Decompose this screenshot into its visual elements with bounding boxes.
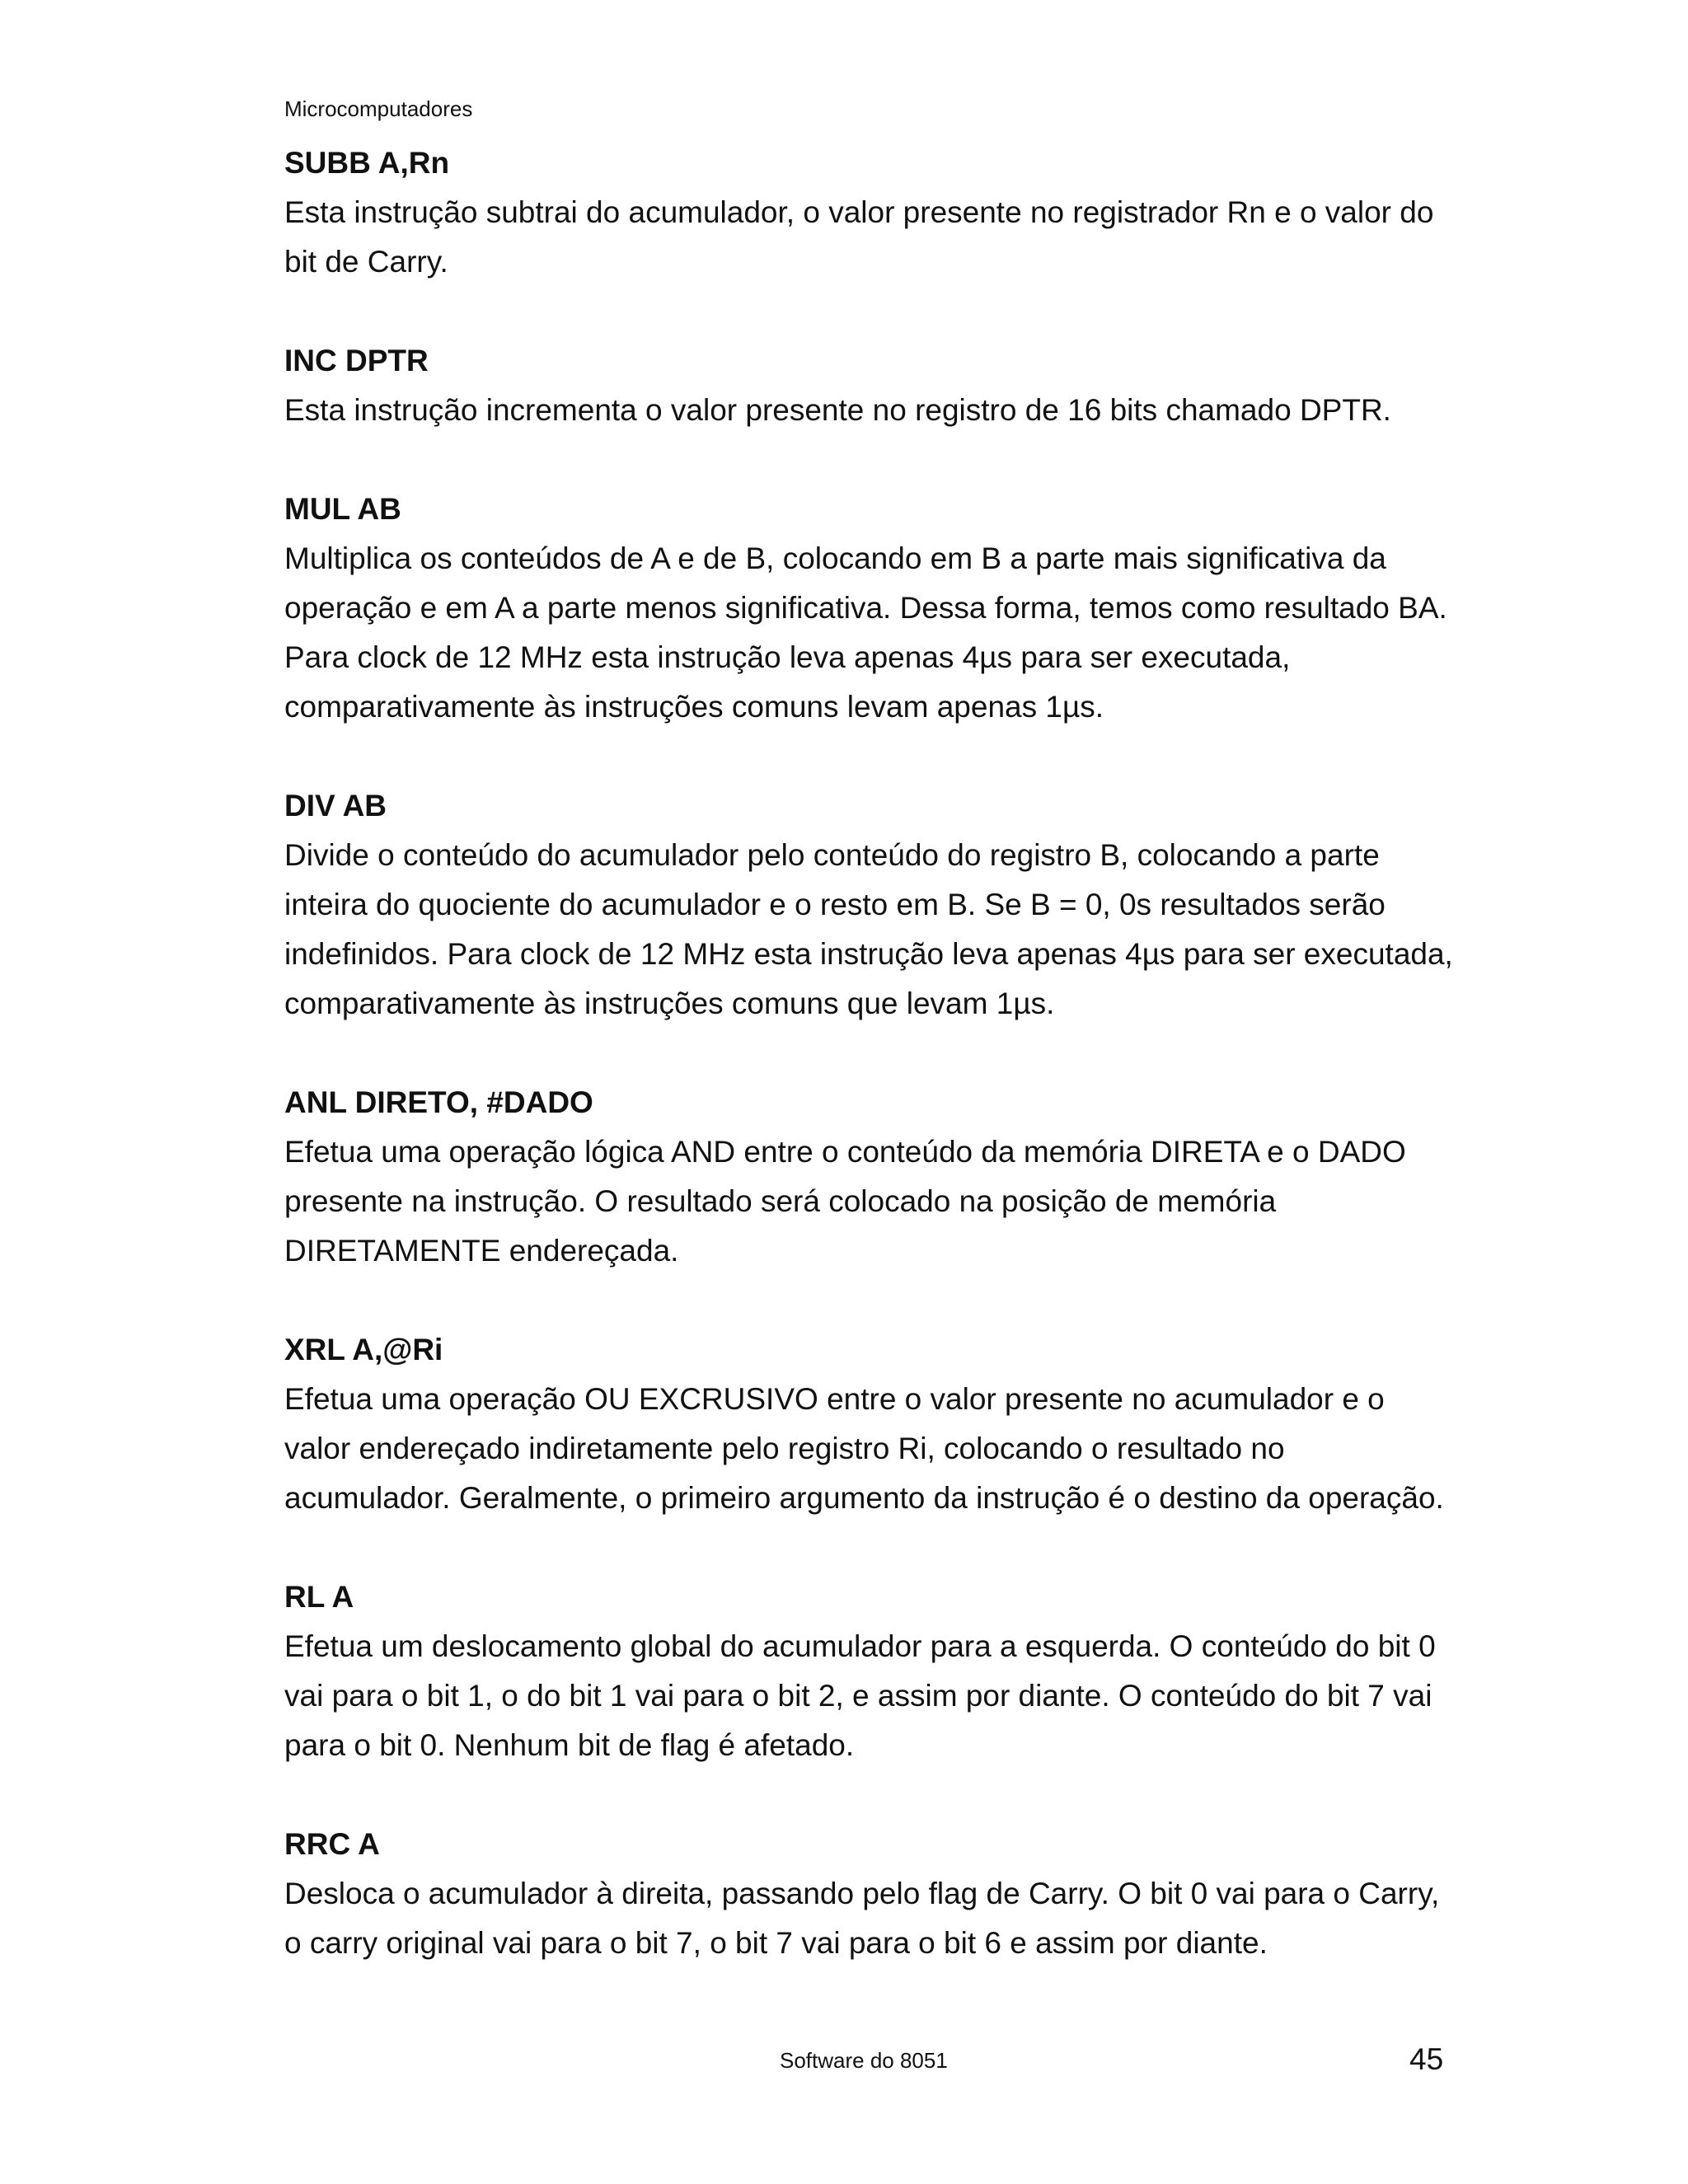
- page-number: 45: [1409, 2042, 1444, 2076]
- instruction-title: INC DPTR: [284, 344, 429, 377]
- running-header: Microcomputadores: [284, 96, 473, 121]
- instruction-description: Multiplica os conteúdos de A e de B, colocando em B a parte mais significativa da operação e em A a parte menos significativa. Dessa forma, temos como resultado BA. Para clock de 12 MHz esta instrução leva apenas 4µs para ser executada, comparativamente às instruções comuns levam apenas 1µs.: [284, 541, 1447, 724]
- instruction-section-rl: [284, 1572, 1455, 1770]
- instruction-description: Efetua um deslocamento global do acumulador para a esquerda. O conteúdo do bit 0 vai para o bit 1, o do bit 1 vai para o bit 2, e assim por diante. O conteúdo do bit 7 vai para o bit 0. Nenhum bit de flag é afetado.: [284, 1629, 1436, 1762]
- instruction-title: SUBB A,Rn: [284, 146, 450, 180]
- instruction-description: Efetua uma operação lógica AND entre o conteúdo da memória DIRETA e o DADO presente na instrução. O resultado será colocado na posição de memória DIRETAMENTE endereçada.: [284, 1135, 1406, 1268]
- instruction-section-subb: [284, 138, 1455, 287]
- instruction-title: DIV AB: [284, 789, 387, 823]
- instruction-section-xrl: [284, 1325, 1455, 1523]
- instruction-description: Divide o conteúdo do acumulador pelo conteúdo do registro B, colocando a parte inteira do quociente do acumulador e o resto em B. Se B = 0, 0s resultados serão indefinidos. Para clock de 12 MHz esta instrução leva apenas 4µs para ser executada, comparativamente às instruções comuns que levam 1µs.: [284, 838, 1453, 1020]
- instruction-section-div: [284, 781, 1455, 1029]
- instruction-description: Esta instrução incrementa o valor presente no registro de 16 bits chamado DPTR.: [284, 393, 1391, 427]
- document-body: [284, 138, 1455, 2018]
- instruction-title: ANL DIRETO, #DADO: [284, 1085, 593, 1119]
- instruction-section-inc-dptr: [284, 336, 1455, 435]
- instruction-description: Esta instrução subtrai do acumulador, o valor presente no registrador Rn e o valor do bit de Carry.: [284, 195, 1434, 279]
- running-footer: Software do 8051: [780, 2048, 948, 2073]
- instruction-title: MUL AB: [284, 492, 401, 526]
- instruction-section-anl: [284, 1078, 1455, 1276]
- instruction-description: Efetua uma operação OU EXCRUSIVO entre o valor presente no acumulador e o valor endereçado indiretamente pelo registro Ri, colocando o resultado no acumulador. Geralmente, o primeiro argumento da instrução é o destino da operação.: [284, 1382, 1444, 1515]
- instruction-title: XRL A,@Ri: [284, 1333, 443, 1366]
- instruction-section-rrc: [284, 1820, 1455, 1968]
- instruction-title: RRC A: [284, 1827, 380, 1861]
- instruction-description: Desloca o acumulador à direita, passando pelo flag de Carry. O bit 0 vai para o Carry, o carry original vai para o bit 7, o bit 7 vai para o bit 6 e assim por diante.: [284, 1877, 1440, 1960]
- instruction-title: RL A: [284, 1580, 354, 1614]
- instruction-section-mul: [284, 485, 1455, 732]
